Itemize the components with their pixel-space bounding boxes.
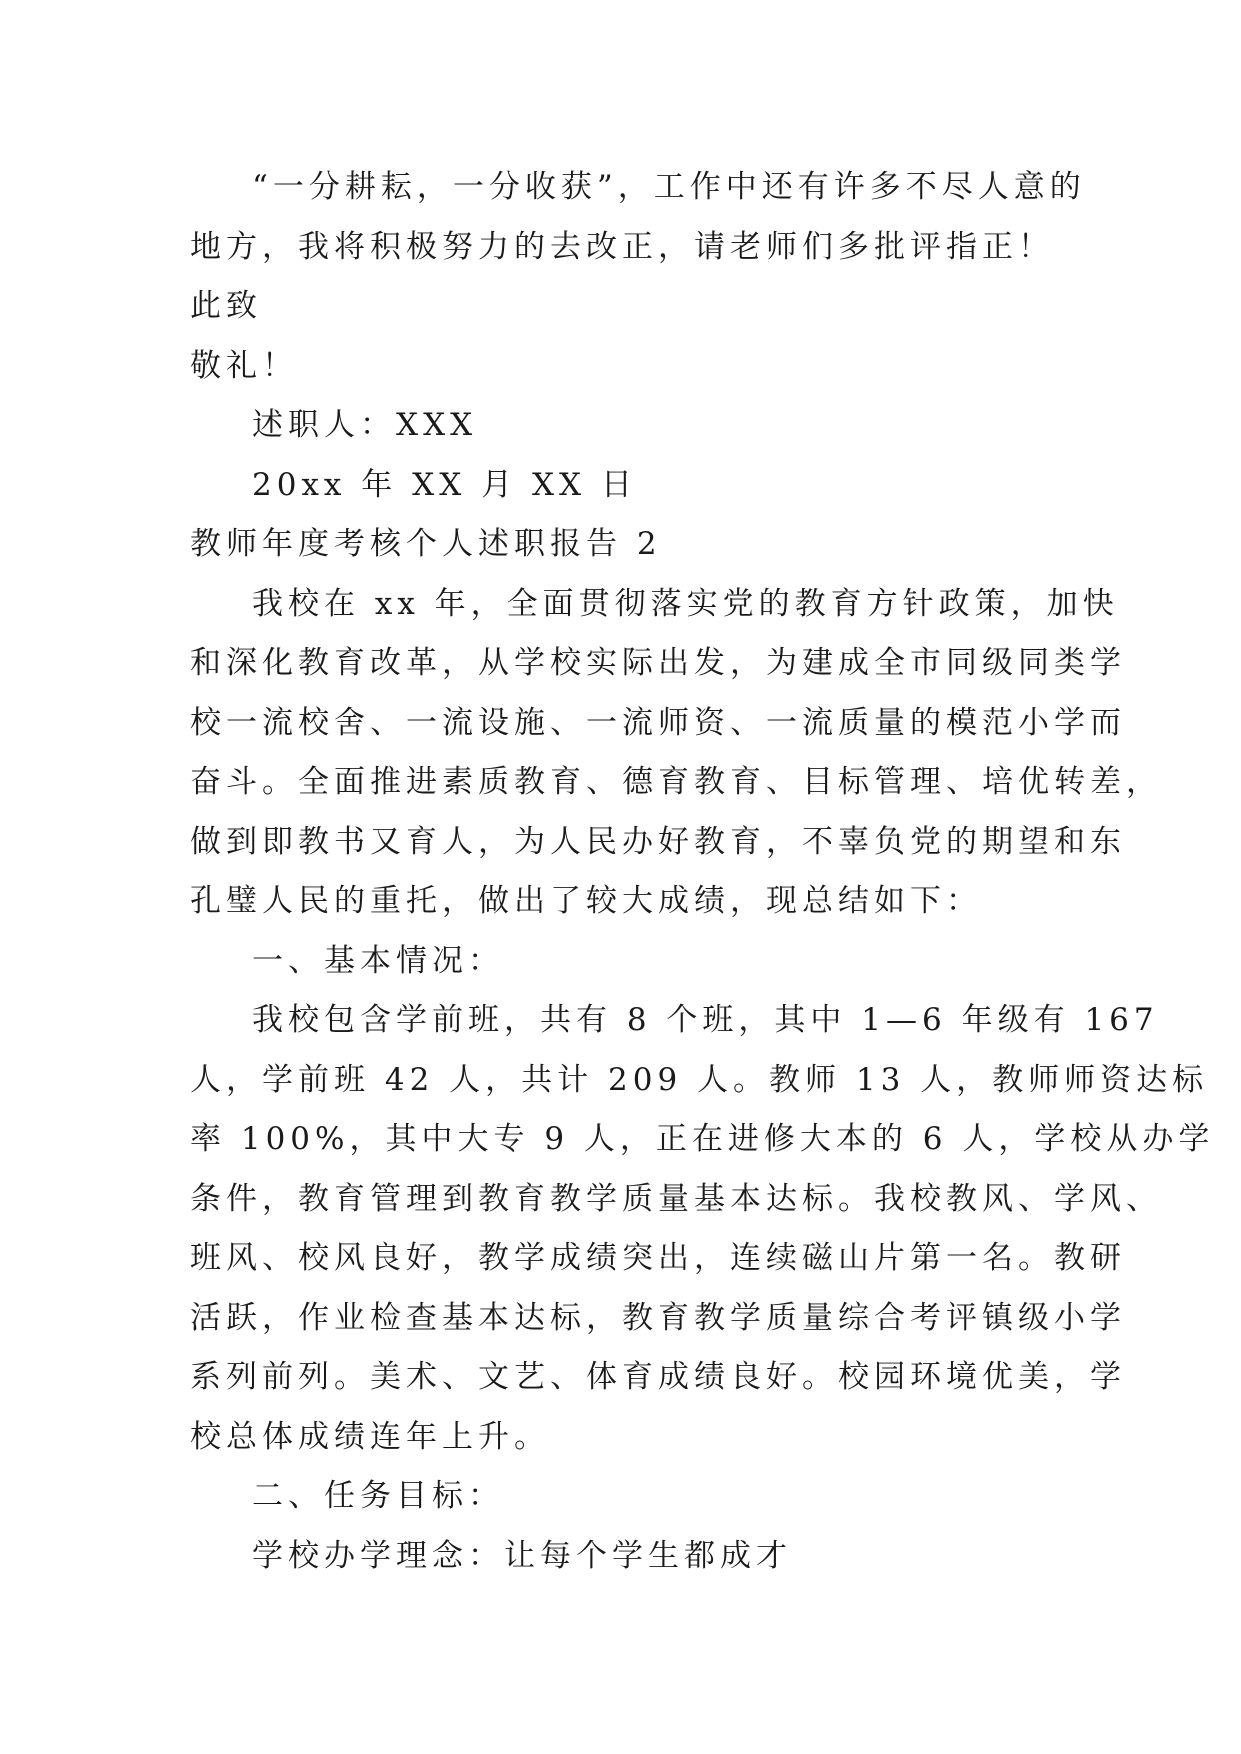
text-line: 人，学前班 42 人，共计 209 人。教师 13 人，教师师资达标: [190, 1061, 1209, 1098]
text-line: 系列前列。美术、文艺、体育成绩良好。校园环境优美，学: [190, 1359, 1126, 1395]
document-body: [190, 158, 1215, 1586]
text-line: 地方，我将积极努力的去改正，请老师们多批评指正！: [190, 228, 1054, 265]
text-line: 活跃，作业检查基本达标，教育教学质量综合考评镇级小学: [190, 1299, 1126, 1336]
text-line: 班风、校风良好，教学成绩突出，连续磁山片第一名。教研: [190, 1240, 1126, 1276]
text-line: 敬礼！: [190, 347, 298, 384]
text-line: 二、任务目标：: [252, 1478, 504, 1514]
text-line: 一、基本情况：: [252, 942, 504, 979]
text-line: 此致: [190, 288, 262, 324]
text-line: “一分耕耘，一分收获”，工作中还有许多不尽人意的: [252, 169, 1086, 205]
text-line: 20xx 年 XX 月 XX 日: [252, 466, 637, 503]
text-line: 和深化教育改革，从学校实际出发，为建成全市同级同类学: [190, 645, 1126, 681]
text-line: 我校包含学前班，共有 8 个班，其中 1—6 年级有 167: [252, 1002, 1159, 1038]
text-line: 率 100%，其中大专 9 人，正在进修大本的 6 人，学校从办学: [190, 1121, 1215, 1157]
text-line: 教师年度考核个人述职报告 2: [190, 526, 662, 562]
text-line: 校一流校舍、一流设施、一流师资、一流质量的模范小学而: [190, 704, 1126, 741]
text-line: 我校在 xx 年，全面贯彻落实党的教育方针政策，加快: [252, 585, 1119, 622]
text-line: 学校办学理念：让每个学生都成才: [252, 1537, 792, 1574]
text-line: 奋斗。全面推进素质教育、德育教育、目标管理、培优转差，: [190, 764, 1162, 800]
text-line: 校总体成绩连年上升。: [190, 1418, 550, 1455]
text-line: 条件，教育管理到教育教学质量基本达标。我校教风、学风、: [190, 1180, 1162, 1217]
text-line: 孔璧人民的重托，做出了较大成绩，现总结如下：: [190, 883, 982, 919]
text-line: 述职人：XXX: [252, 407, 478, 443]
text-line: 做到即教书又育人，为人民办好教育，不辜负党的期望和东: [190, 823, 1126, 860]
